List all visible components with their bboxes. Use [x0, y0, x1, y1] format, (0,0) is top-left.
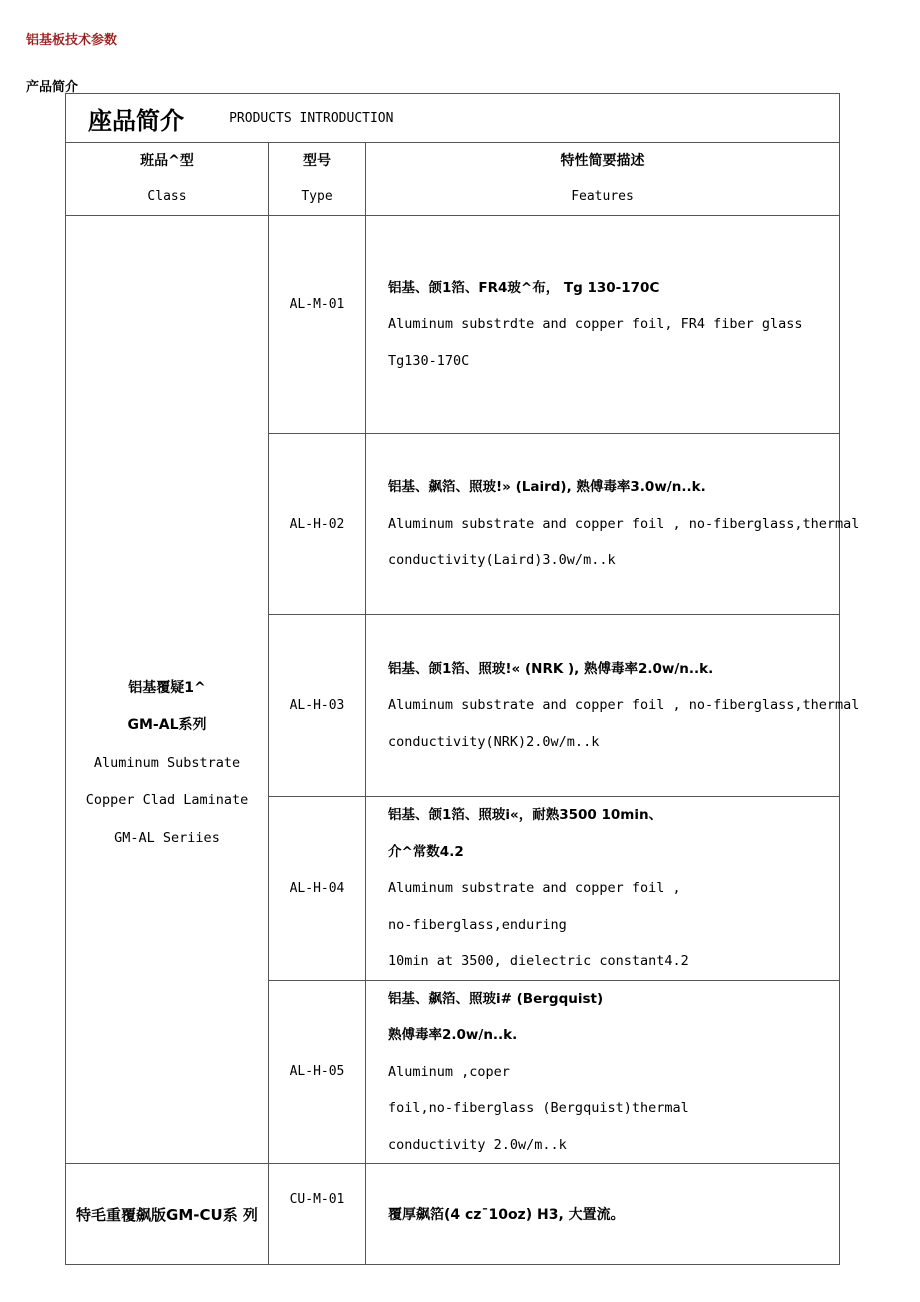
feature-line: Aluminum substrate and copper foil , no-fiberglass,thermal: [388, 697, 860, 714]
feature-cell: [366, 216, 840, 434]
series-al-line2: GM-AL系列: [127, 717, 207, 734]
type-code: AL-M-01: [289, 297, 345, 312]
document-title: 铝基板技术参数: [26, 33, 118, 48]
section-title: 产品简介: [26, 80, 79, 95]
feature-line: Aluminum substrate and copper foil ,: [388, 880, 681, 896]
feature-line: 介^常数4.2: [388, 843, 464, 860]
feature-cell: [366, 980, 840, 1164]
feature-line: Aluminum substrate and copper foil , no-fiberglass,thermal: [388, 515, 860, 532]
type-cell: [269, 980, 366, 1164]
feature-line: Aluminum ,coper: [388, 1063, 510, 1080]
table-header-cell: [66, 94, 840, 143]
feature-cell: [366, 1164, 840, 1265]
feature-line: conductivity(NRK)2.0w/m..k: [388, 733, 600, 750]
feature-line: 铝基、颌1箔、照玻!« (NRK ), 熟傅毒率2.0w/n..k.: [388, 660, 714, 677]
feature-line: 10min at 3500, dielectric constant4.2: [388, 953, 689, 969]
feature-cell: [366, 615, 860, 797]
product-spec-table: [65, 93, 860, 1265]
table-header-en: PRODUCTS INTRODUCTION: [229, 110, 394, 126]
column-header-features: [366, 143, 840, 216]
type-header-en: Type: [301, 189, 333, 204]
type-code: AL-H-05: [289, 1064, 345, 1080]
series-al-line5: GM-AL Seriies: [114, 829, 220, 846]
feature-cell: [366, 797, 840, 981]
type-code: CU-M-01: [289, 1192, 345, 1207]
type-cell: [269, 434, 366, 615]
feature-line: foil,no-fiberglass (Bergquist)thermal: [388, 1100, 689, 1116]
table-header-cn: 座品简介: [88, 106, 184, 135]
type-header-cn: 型号: [303, 153, 331, 169]
table-row: [66, 216, 840, 434]
feature-line: conductivity 2.0w/m..k: [388, 1136, 567, 1153]
column-header-class: [66, 143, 269, 216]
table-header-row: [66, 94, 840, 143]
feature-line: Aluminum substrdte and copper foil, FR4 fiber glass: [388, 316, 803, 333]
type-cell: [269, 797, 366, 981]
series-cu-cell: 特毛重覆飙版GM-CU系 列: [66, 1164, 269, 1265]
features-header-cn: 特性简要描述: [560, 153, 645, 169]
type-cell: [269, 615, 366, 797]
class-header-cn: 班品^型: [140, 153, 194, 169]
type-cell: [269, 216, 366, 434]
feature-line: 铝基、飙箔、照玻!» (Laird), 熟傅毒率3.0w/n..k.: [388, 479, 706, 496]
feature-line: 铝基、飙箔、照玻i# (Bergquist): [388, 990, 604, 1007]
feature-line: 熟傅毒率2.0w/n..k.: [388, 1027, 518, 1043]
features-header-en: Features: [571, 189, 634, 204]
feature-line: conductivity(Laird)3.0w/m..k: [388, 552, 616, 569]
table-row: [66, 1164, 840, 1265]
type-code: AL-H-03: [289, 698, 345, 713]
type-code: AL-H-04: [289, 880, 345, 896]
feature-line: 覆厚飙箔(4 cz¯10oz) H3, 大置流。: [388, 1207, 625, 1223]
feature-line: 铝基、颌1箔、照玻i«，耐熟3500 10min、: [388, 807, 663, 823]
series-al-line1: 铝基覆疑1^: [128, 679, 206, 696]
series-al-line4: Copper Clad Laminate: [85, 792, 249, 809]
series-al-cell: [66, 216, 269, 1164]
feature-line: no-fiberglass,enduring: [388, 916, 567, 933]
series-al-line3: Aluminum Substrate: [93, 754, 241, 771]
column-header-type: [269, 143, 366, 216]
type-cell: [269, 1164, 366, 1265]
type-code: AL-H-02: [289, 516, 345, 532]
feature-cell: [366, 434, 860, 615]
column-header-row: [66, 143, 840, 216]
feature-line: 铝基、颌1箔、FR4玻^布， Tg 130-170C: [388, 279, 660, 296]
feature-line: Tg130-170C: [388, 352, 470, 369]
class-header-en: Class: [147, 189, 187, 204]
